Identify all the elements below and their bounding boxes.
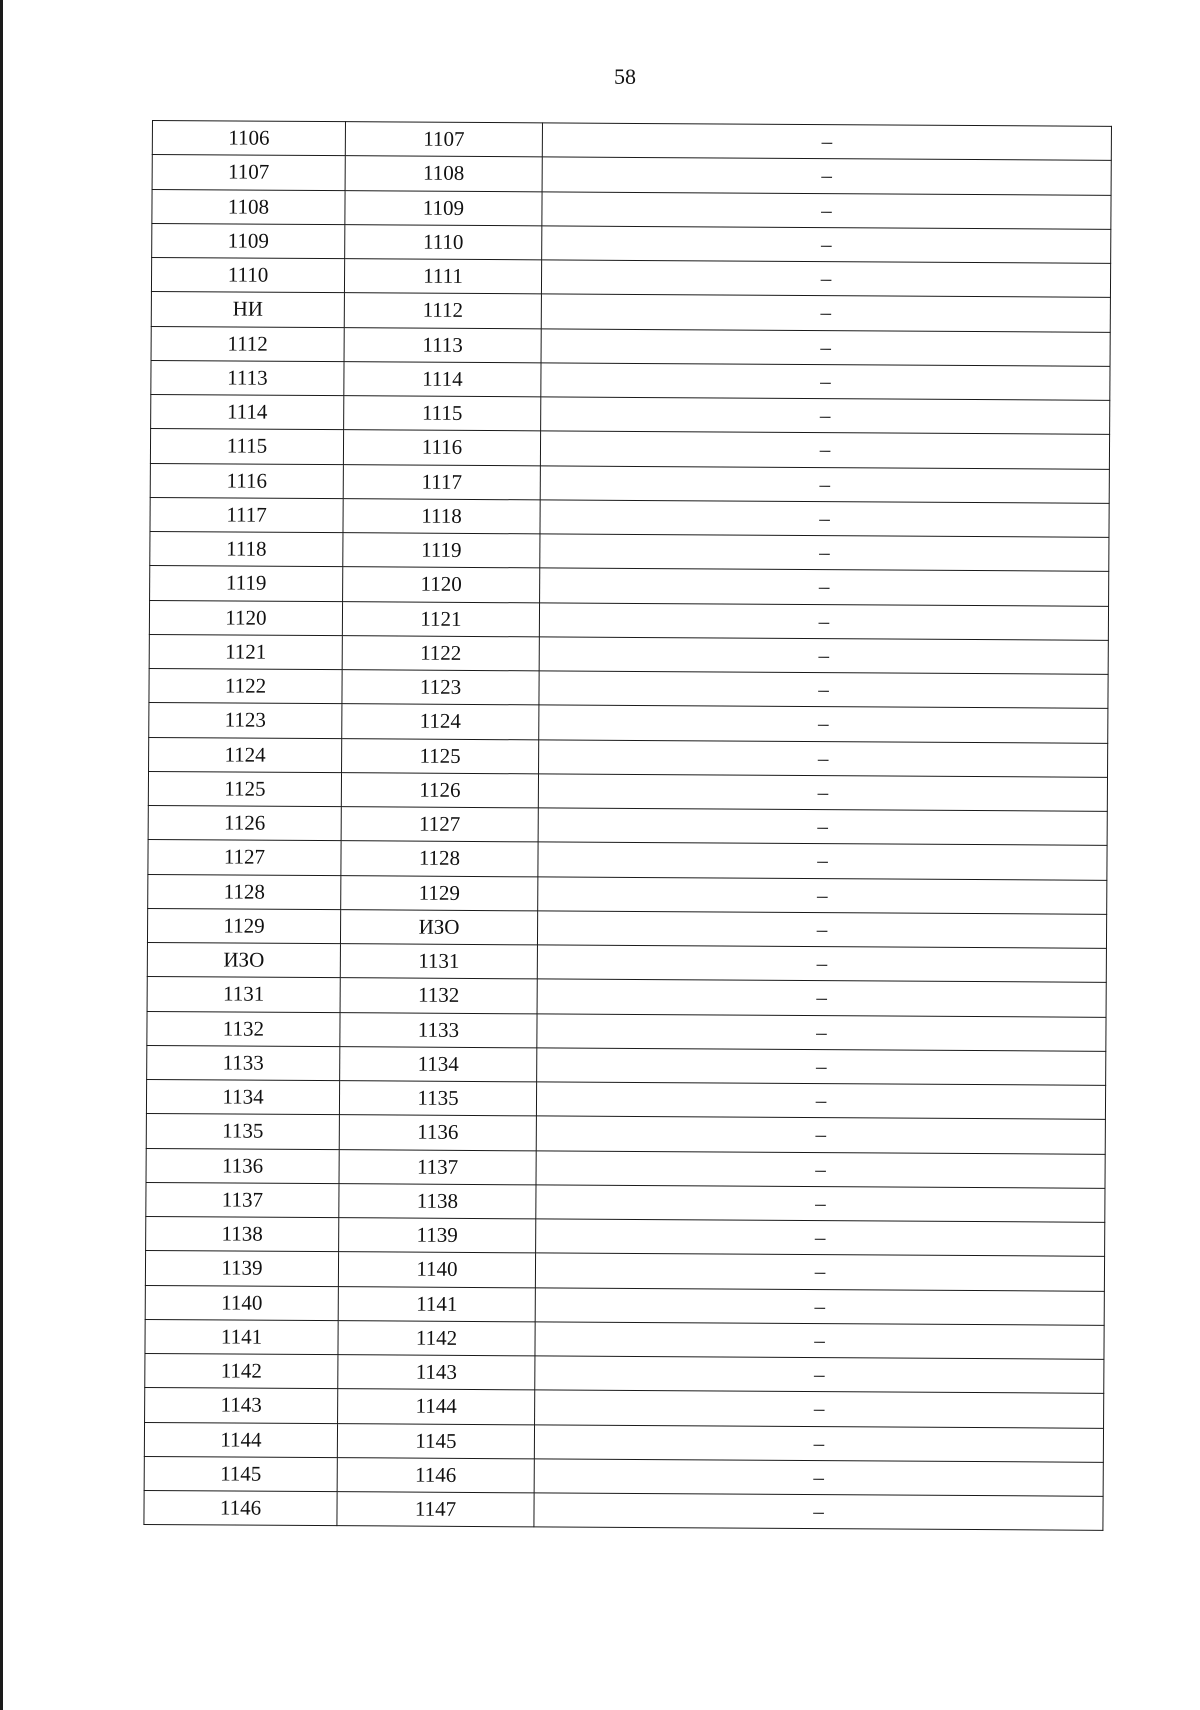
table-row (144, 1422, 1103, 1462)
table-row (152, 121, 1111, 161)
table-cell-to: 1125 (342, 738, 539, 773)
table-row (146, 1114, 1105, 1154)
table-cell-from: 1138 (146, 1216, 339, 1251)
table-row (151, 292, 1110, 332)
table-cell-value: – (542, 191, 1111, 229)
table-cell-to: 1139 (339, 1218, 536, 1253)
table-cell-from: 1127 (148, 840, 341, 875)
table-cell-from: 1134 (146, 1079, 339, 1114)
table-row (146, 1182, 1105, 1222)
table-cell-to: 1111 (344, 259, 541, 294)
table-cell-value: – (536, 1150, 1105, 1188)
table-cell-to: 1135 (339, 1081, 536, 1116)
table-cell-from: 1129 (147, 908, 340, 943)
table-cell-to: 1124 (342, 704, 539, 739)
table-cell-value: – (539, 671, 1108, 709)
table-row (152, 155, 1111, 195)
table-cell-from: 1108 (152, 189, 345, 224)
table-cell-to: 1144 (338, 1389, 535, 1424)
table-cell-to: 1128 (341, 841, 538, 876)
table-cell-to: 1110 (345, 224, 542, 259)
table-row (149, 634, 1108, 674)
table-cell-to: 1140 (338, 1252, 535, 1287)
table-row (148, 840, 1107, 880)
table-cell-to: 1114 (344, 361, 541, 396)
table-cell-to: 1142 (338, 1320, 535, 1355)
table-cell-to: 1122 (342, 635, 539, 670)
table-row (145, 1319, 1104, 1359)
page-number: 58 (614, 64, 636, 89)
table-cell-from: 1139 (145, 1251, 338, 1286)
table-cell-to: ИЗО (340, 909, 537, 944)
table-cell-value: – (535, 1287, 1104, 1325)
table-row (150, 497, 1109, 537)
table-cell-to: 1133 (340, 1012, 537, 1047)
table-cell-value: – (534, 1424, 1103, 1462)
table-row (147, 942, 1106, 982)
table-row (147, 1045, 1106, 1085)
table-cell-value: – (542, 226, 1111, 264)
table-cell-from: 1132 (147, 1011, 340, 1046)
table-cell-value: – (536, 1219, 1105, 1257)
table-cell-from: 1124 (149, 737, 342, 772)
table-cell-value: – (538, 808, 1107, 846)
table-cell-to: 1131 (340, 944, 537, 979)
table-cell-from: 1140 (145, 1285, 338, 1320)
table-row (152, 223, 1111, 263)
table-cell-value: – (535, 1356, 1104, 1394)
table-cell-from: 1122 (149, 668, 342, 703)
table-cell-to: 1123 (342, 670, 539, 705)
table-cell-to: 1141 (338, 1286, 535, 1321)
table-cell-to: 1109 (345, 190, 542, 225)
table-cell-value: – (541, 294, 1110, 332)
table-body (144, 121, 1112, 1531)
table-cell-value: – (540, 465, 1109, 503)
table-cell-to: 1120 (343, 567, 540, 602)
table-cell-from: 1143 (145, 1388, 338, 1423)
table-cell-from: 1133 (147, 1045, 340, 1080)
table-cell-value: – (541, 363, 1110, 401)
table-cell-from: 1137 (146, 1182, 339, 1217)
table-cell-value: – (537, 945, 1106, 983)
table-cell-value: – (540, 568, 1109, 606)
table-row (145, 1388, 1104, 1428)
table-cell-to: 1147 (337, 1492, 534, 1527)
table-cell-to: 1145 (337, 1423, 534, 1458)
table-row (150, 566, 1109, 606)
table-row (148, 874, 1107, 914)
table-cell-value: – (541, 328, 1110, 366)
table-cell-from: 1144 (144, 1422, 337, 1457)
table-row (145, 1285, 1104, 1325)
table-cell-value: – (537, 1013, 1106, 1051)
table-cell-to: 1112 (344, 293, 541, 328)
table-cell-from: 1126 (148, 805, 341, 840)
table-cell-from: 1114 (151, 394, 344, 429)
table-cell-value: – (540, 500, 1109, 538)
table-cell-to: 1129 (341, 875, 538, 910)
table-row (146, 1148, 1105, 1188)
table-cell-value: – (535, 1322, 1104, 1360)
table-row (147, 977, 1106, 1017)
table-cell-from: 1128 (148, 874, 341, 909)
table-cell-from: 1131 (147, 977, 340, 1012)
table-cell-value: – (537, 979, 1106, 1017)
table-cell-from: 1120 (149, 600, 342, 635)
table-cell-to: 1134 (340, 1046, 537, 1081)
table-row (151, 258, 1110, 298)
table-row (147, 908, 1106, 948)
table-cell-from: 1106 (152, 121, 345, 156)
table-cell-to: 1119 (343, 533, 540, 568)
table-row (144, 1456, 1103, 1496)
table-cell-to: 1127 (341, 807, 538, 842)
table-cell-value: – (541, 397, 1110, 435)
table-cell-to: 1146 (337, 1457, 534, 1492)
table-cell-to: 1118 (343, 498, 540, 533)
table-cell-from: 1107 (152, 155, 345, 190)
table-cell-to: 1136 (339, 1115, 536, 1150)
table-cell-value: – (539, 705, 1108, 743)
table-row (145, 1353, 1104, 1393)
table-row (149, 703, 1108, 743)
table-row (149, 737, 1108, 777)
table-cell-from: НИ (151, 292, 344, 327)
table-row (145, 1251, 1104, 1291)
table-cell-to: 1143 (338, 1355, 535, 1390)
table-cell-value: – (539, 602, 1108, 640)
table-cell-to: 1137 (339, 1149, 536, 1184)
table-cell-value: – (542, 123, 1111, 161)
table-cell-from: 1112 (151, 326, 344, 361)
data-table (143, 120, 1112, 1531)
table-cell-to: 1121 (342, 601, 539, 636)
table-cell-to: 1108 (345, 156, 542, 191)
table-cell-value: – (534, 1459, 1103, 1497)
table-cell-from: 1136 (146, 1148, 339, 1183)
table-row (150, 463, 1109, 503)
table-cell-from: 1123 (149, 703, 342, 738)
table-row (146, 1079, 1105, 1119)
table-cell-value: – (534, 1493, 1103, 1531)
table-cell-from: 1115 (150, 429, 343, 464)
table-cell-from: 1118 (150, 531, 343, 566)
table-row (151, 360, 1110, 400)
data-table-container (143, 120, 1111, 1531)
table-cell-to: 1107 (345, 122, 542, 157)
table-cell-from: 1116 (150, 463, 343, 498)
table-cell-from: 1135 (146, 1114, 339, 1149)
table-cell-value: – (539, 739, 1108, 777)
table-cell-value: – (538, 774, 1107, 812)
table-row (151, 394, 1110, 434)
table-cell-value: – (536, 1116, 1105, 1154)
table-cell-from: 1109 (152, 223, 345, 258)
table-cell-value: – (537, 911, 1106, 949)
table-cell-value: – (540, 431, 1109, 469)
table-cell-value: – (535, 1390, 1104, 1428)
table-cell-to: 1132 (340, 978, 537, 1013)
table-row (148, 771, 1107, 811)
table-row (144, 1490, 1103, 1530)
table-cell-from: 1121 (149, 634, 342, 669)
table-row (149, 600, 1108, 640)
table-cell-to: 1113 (344, 327, 541, 362)
table-cell-from: 1146 (144, 1490, 337, 1525)
table-row (146, 1216, 1105, 1256)
table-row (150, 531, 1109, 571)
scan-left-edge (0, 0, 3, 1710)
table-cell-to: 1138 (339, 1183, 536, 1218)
table-cell-from: 1119 (150, 566, 343, 601)
table-cell-to: 1126 (341, 772, 538, 807)
table-cell-value: – (538, 842, 1107, 880)
table-cell-from: 1145 (144, 1456, 337, 1491)
table-row (150, 429, 1109, 469)
table-row (151, 326, 1110, 366)
table-row (148, 805, 1107, 845)
table-cell-value: – (540, 534, 1109, 572)
table-cell-from: 1113 (151, 360, 344, 395)
table-cell-to: 1116 (343, 430, 540, 465)
table-cell-value: – (536, 1082, 1105, 1120)
table-cell-from: ИЗО (147, 942, 340, 977)
table-row (149, 668, 1108, 708)
table-cell-to: 1115 (344, 396, 541, 431)
table-cell-value: – (537, 1048, 1106, 1086)
table-cell-value: – (541, 260, 1110, 298)
table-row (152, 189, 1111, 229)
table-cell-to: 1117 (343, 464, 540, 499)
table-cell-from: 1117 (150, 497, 343, 532)
table-cell-from: 1142 (145, 1353, 338, 1388)
table-row (147, 1011, 1106, 1051)
table-cell-from: 1110 (151, 258, 344, 293)
table-cell-value: – (542, 157, 1111, 195)
table-cell-value: – (538, 876, 1107, 914)
table-cell-value: – (536, 1185, 1105, 1223)
table-cell-from: 1141 (145, 1319, 338, 1354)
table-cell-from: 1125 (148, 771, 341, 806)
table-cell-value: – (539, 637, 1108, 675)
table-cell-value: – (535, 1253, 1104, 1291)
